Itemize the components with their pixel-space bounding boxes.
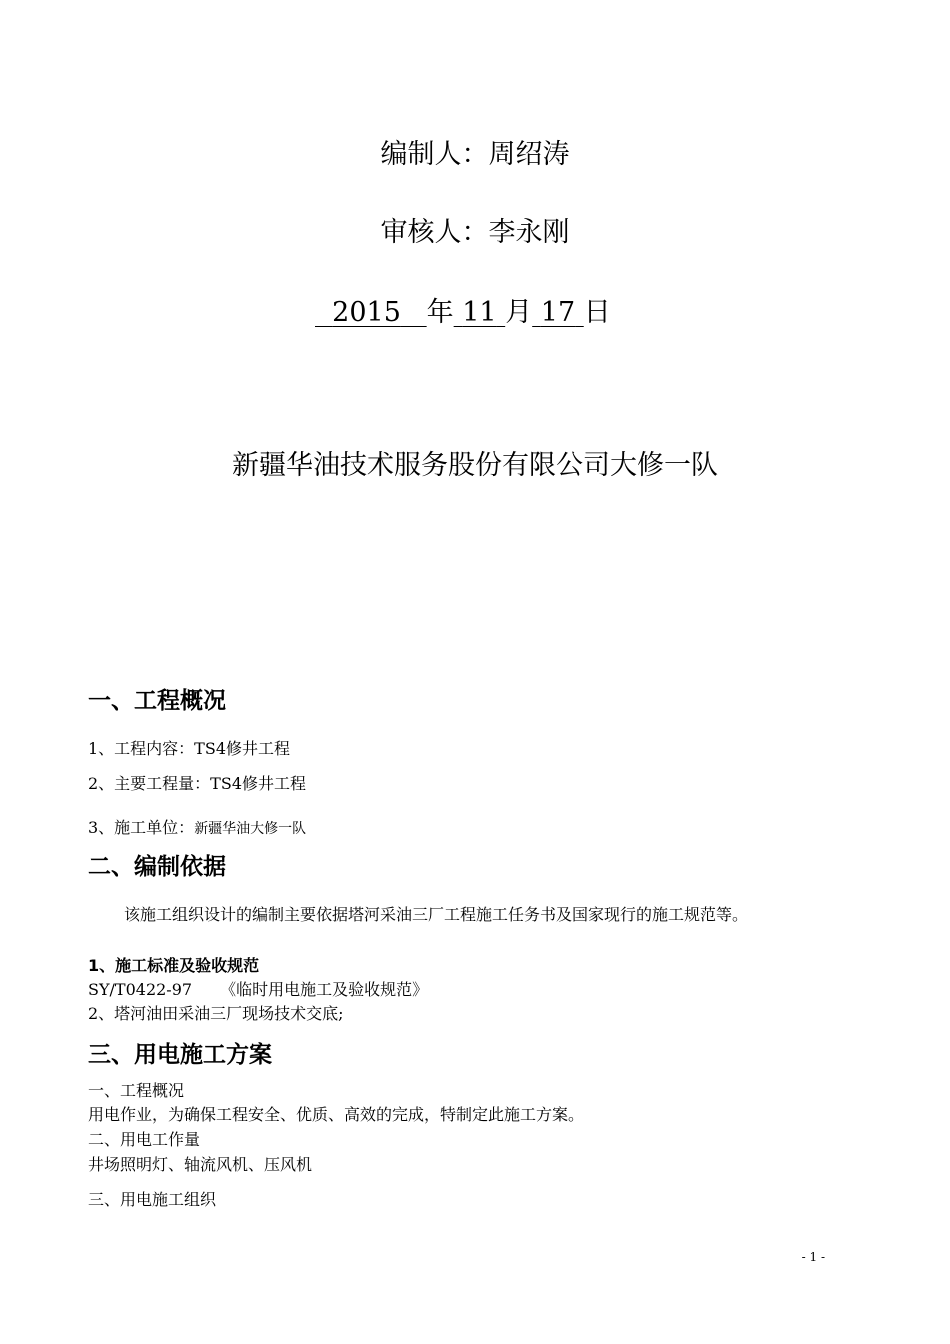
section3-line-workload-title: 二、用电工作量 bbox=[88, 1130, 201, 1149]
section2-sub1: 1、施工标准及验收规范 bbox=[88, 956, 260, 975]
standard-code: SY/T0422-97 bbox=[88, 980, 193, 999]
section1-heading: 一、工程概况 bbox=[88, 688, 226, 714]
standard-line bbox=[88, 977, 428, 1000]
section3-line-organization: 三、用电施工组织 bbox=[88, 1190, 217, 1209]
section3-line-purpose: 用电作业，为确保工程安全、优质、高效的完成，特制定此施工方案。 bbox=[88, 1105, 585, 1124]
date-month-unit: 月 bbox=[505, 297, 533, 328]
date-month-field bbox=[454, 297, 506, 328]
date-year-field bbox=[315, 297, 427, 328]
section2-paragraph: 该施工组织设计的编制主要依据塔河采油三厂工程施工任务书及国家现行的施工规范等。 bbox=[124, 905, 749, 924]
company-name: 新疆华油技术服务股份有限公司大修一队 bbox=[232, 450, 718, 481]
section2-sub2: 2、塔河油田采油三厂现场技术交底; bbox=[88, 1004, 344, 1023]
section3-line-equipment: 井场照明灯、轴流风机、压风机 bbox=[88, 1155, 313, 1174]
date-day-unit: 日 bbox=[583, 297, 611, 328]
date-line bbox=[315, 290, 611, 329]
section3-line-overview: 一、工程概况 bbox=[88, 1081, 185, 1100]
editor-line: 编制人：周绍涛 bbox=[380, 139, 570, 170]
reviewer-line: 审核人：李永刚 bbox=[380, 217, 570, 248]
page-number: - 1 - bbox=[801, 1250, 825, 1264]
date-year-unit: 年 bbox=[426, 297, 454, 328]
section3-heading: 三、用电施工方案 bbox=[88, 1042, 272, 1068]
date-month: 11 bbox=[462, 297, 497, 328]
section1-item-content: 1、工程内容：TS4修井工程 bbox=[88, 739, 290, 758]
date-day-field bbox=[532, 297, 584, 328]
standard-name: 《临时用电施工及验收规范》 bbox=[220, 980, 429, 999]
date-day: 17 bbox=[540, 297, 576, 328]
section1-item-unit bbox=[88, 815, 306, 838]
section1-unit-name: 新疆华油大修一队 bbox=[194, 821, 307, 837]
section1-item-workload: 2、主要工程量：TS4修井工程 bbox=[88, 774, 306, 793]
date-year: 2015 bbox=[332, 297, 401, 328]
section1-item-unit-label: 3、施工单位： bbox=[88, 818, 195, 837]
section2-heading: 二、编制依据 bbox=[88, 854, 226, 880]
